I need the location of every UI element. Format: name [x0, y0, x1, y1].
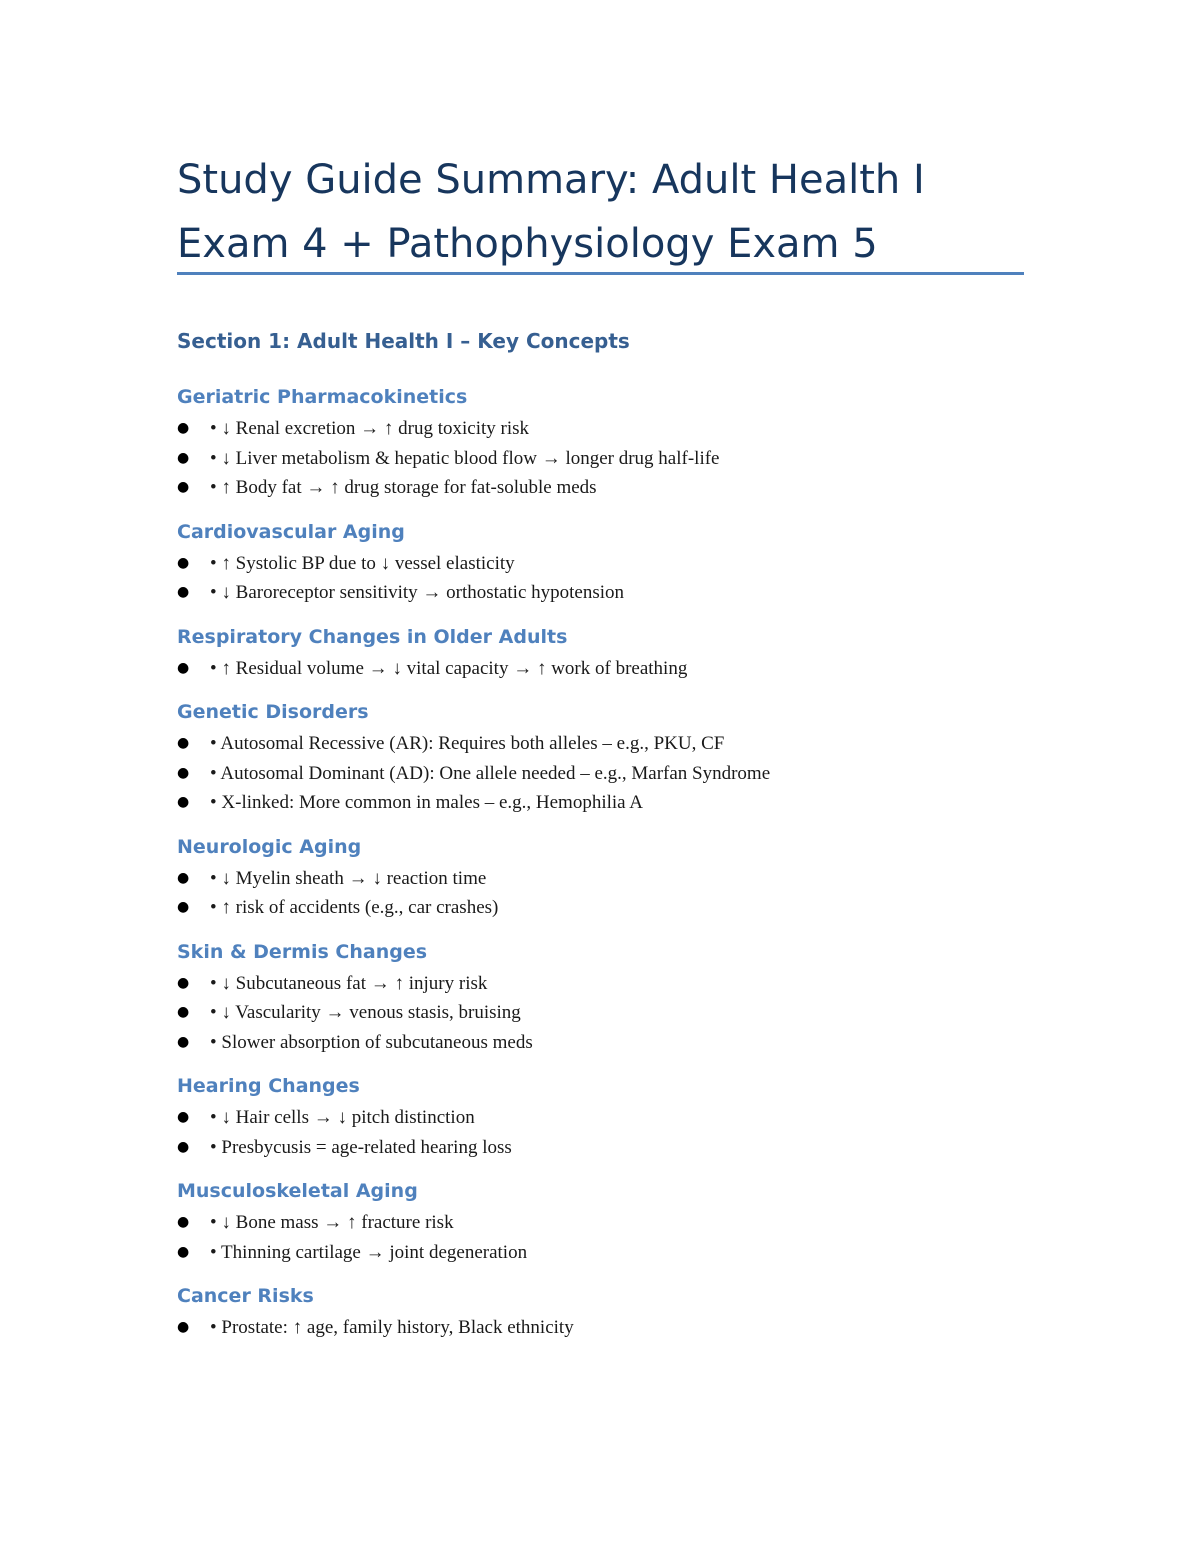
topic-heading: Geriatric Pharmacokinetics — [177, 386, 468, 408]
bullet-dot-icon: ● — [177, 584, 190, 600]
topic-block — [177, 935, 1037, 1058]
bullet-dot-icon: ● — [177, 764, 190, 781]
list-item — [177, 578, 1037, 608]
list-item-text: • Presbycusis = age-related hearing loss — [210, 1136, 512, 1158]
topic-heading: Cancer Risks — [177, 1285, 314, 1307]
list-item-text: • ↓ Liver metabolism & hepatic blood flow → longer drug half-life — [210, 447, 720, 469]
bullet-dot-icon: ● — [177, 1004, 190, 1020]
bullet-list — [177, 549, 1037, 608]
bullet-list — [177, 1208, 1037, 1267]
bullet-dot-icon: ● — [177, 1319, 190, 1335]
bullet-dot-icon: ● — [177, 1138, 190, 1155]
list-item — [177, 893, 1037, 923]
bullet-dot-icon: ● — [177, 554, 190, 571]
list-item — [177, 969, 1037, 999]
list-item — [177, 1133, 1037, 1163]
bullet-list — [177, 1313, 1037, 1343]
topic-block — [177, 620, 1037, 684]
bullet-dot-icon: ● — [177, 974, 190, 991]
list-item — [177, 1208, 1037, 1238]
list-item-text: • Thinning cartilage → joint degeneration — [210, 1241, 528, 1263]
list-item-text: • ↓ Myelin sheath → ↓ reaction time — [210, 867, 487, 889]
list-item-text: • ↑ Residual volume → ↓ vital capacity → ↑ work of breathing — [210, 657, 688, 679]
list-item — [177, 788, 1037, 818]
title-underline-rule — [177, 272, 1024, 275]
list-item-text: • ↑ Systolic BP due to ↓ vessel elasticity — [210, 552, 515, 574]
title-line: Study Guide Summary: Adult Health I — [177, 157, 925, 203]
list-item — [177, 1028, 1037, 1058]
list-item — [177, 549, 1037, 579]
list-item — [177, 864, 1037, 894]
topic-heading: Cardiovascular Aging — [177, 520, 405, 543]
bullet-dot-icon: ● — [177, 659, 190, 676]
topic-block — [177, 695, 1037, 818]
list-item-text: • ↑ Body fat → ↑ drug storage for fat-soluble meds — [210, 477, 597, 498]
bullet-list — [177, 1103, 1037, 1162]
list-item-text: • Slower absorption of subcutaneous meds — [210, 1031, 533, 1053]
list-item-text: • ↓ Renal excretion → ↑ drug toxicity risk — [210, 418, 530, 439]
bullet-dot-icon: ● — [177, 1109, 190, 1125]
list-item-text: • ↓ Vascularity → venous stasis, bruising — [210, 1002, 521, 1023]
bullet-dot-icon: ● — [177, 479, 190, 495]
list-item — [177, 1238, 1037, 1268]
topic-heading: Neurologic Aging — [177, 835, 362, 858]
topic-heading: Hearing Changes — [177, 1075, 360, 1097]
list-item-text: • ↓ Bone mass → ↑ fracture risk — [210, 1212, 454, 1233]
title-line: Exam 4 + Pathophysiology Exam 5 — [177, 221, 878, 267]
bullet-dot-icon: ● — [177, 449, 190, 466]
bullet-dot-icon: ● — [177, 1243, 190, 1260]
bullet-dot-icon: ● — [177, 420, 190, 436]
bullet-dot-icon: ● — [177, 794, 190, 810]
list-item-text: • ↓ Subcutaneous fat → ↑ injury risk — [210, 972, 488, 994]
bullet-dot-icon: ● — [177, 1033, 190, 1050]
bullet-list — [177, 654, 1037, 684]
topic-heading: Genetic Disorders — [177, 701, 369, 723]
list-item — [177, 1103, 1037, 1133]
list-item — [177, 473, 1037, 503]
topic-block — [177, 1279, 1037, 1343]
list-item — [177, 759, 1037, 789]
list-item — [177, 729, 1037, 759]
topic-block — [177, 380, 1037, 503]
list-item-text: • Autosomal Dominant (AD): One allele needed – e.g., Marfan Syndrome — [210, 762, 771, 784]
list-item — [177, 1313, 1037, 1343]
list-item-text: • X-linked: More common in males – e.g., Hemophilia A — [210, 792, 644, 813]
bullet-dot-icon: ● — [177, 869, 190, 886]
topic-heading: Skin & Dermis Changes — [177, 940, 428, 963]
topic-block — [177, 830, 1037, 923]
bullet-dot-icon: ● — [177, 735, 190, 751]
bullet-list — [177, 729, 1037, 818]
topic-heading: Respiratory Changes in Older Adults — [177, 625, 568, 648]
section-heading: Section 1: Adult Health I – Key Concepts — [177, 329, 630, 353]
list-item — [177, 414, 1037, 444]
list-item-text: • ↓ Hair cells → ↓ pitch distinction — [210, 1107, 475, 1128]
list-item — [177, 654, 1037, 684]
document-title — [177, 148, 1037, 276]
list-item-text: • ↓ Baroreceptor sensitivity → orthostatic hypotension — [210, 582, 625, 603]
bullet-list — [177, 864, 1037, 923]
topic-heading: Musculoskeletal Aging — [177, 1180, 418, 1202]
bullet-dot-icon: ● — [177, 1214, 190, 1230]
topic-block — [177, 1174, 1037, 1267]
list-item — [177, 998, 1037, 1028]
list-item-text: • Autosomal Recessive (AR): Requires both alleles – e.g., PKU, CF — [210, 733, 725, 754]
bullet-list — [177, 969, 1037, 1058]
document-body — [177, 322, 1037, 1355]
topic-block — [177, 515, 1037, 608]
list-item-text: • Prostate: ↑ age, family history, Black ethnicity — [210, 1317, 574, 1338]
topic-block — [177, 1069, 1037, 1162]
list-item — [177, 444, 1037, 474]
list-item-text: • ↑ risk of accidents (e.g., car crashes) — [210, 897, 499, 918]
bullet-dot-icon: ● — [177, 899, 190, 915]
topic-list — [177, 380, 1037, 1343]
bullet-list — [177, 414, 1037, 503]
